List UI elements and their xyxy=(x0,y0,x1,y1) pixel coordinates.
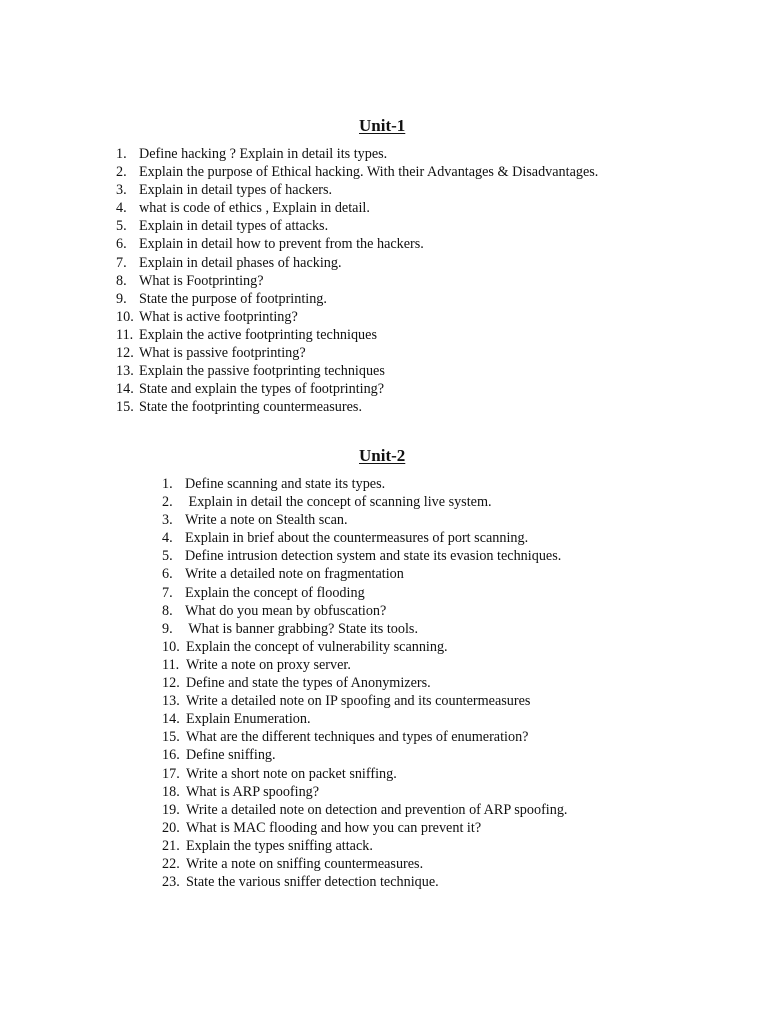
question-item xyxy=(116,362,598,380)
unit-2-question-list xyxy=(162,475,567,891)
question-text: State and explain the types of footprinting? xyxy=(139,381,385,398)
question-number: 12. xyxy=(162,675,180,692)
question-item xyxy=(162,873,567,891)
question-text: Write a note on Stealth scan. xyxy=(185,512,348,529)
question-text: Explain the passive footprinting techniques xyxy=(139,363,385,380)
question-number: 4. xyxy=(116,200,127,217)
question-number: 15. xyxy=(116,399,134,416)
question-text: Define scanning and state its types. xyxy=(185,476,386,492)
question-number: 18. xyxy=(162,783,180,800)
question-text: What is MAC flooding and how you can prevent it? xyxy=(186,819,482,836)
question-item xyxy=(162,493,567,511)
question-number: 2. xyxy=(116,164,127,181)
question-item xyxy=(116,181,598,199)
question-number: 14. xyxy=(116,381,134,398)
question-text: Write a detailed note on IP spoofing and its countermeasures xyxy=(186,693,531,710)
question-number: 17. xyxy=(162,765,180,782)
question-number: 13. xyxy=(162,693,180,710)
question-item xyxy=(162,801,567,819)
question-number: 4. xyxy=(162,530,173,547)
question-item xyxy=(116,254,598,272)
question-number: 5. xyxy=(162,548,173,565)
question-item xyxy=(162,837,567,855)
question-item xyxy=(162,710,567,728)
question-number: 7. xyxy=(116,254,127,271)
question-text: What is passive footprinting? xyxy=(139,345,306,362)
unit-1-question-list xyxy=(116,145,598,416)
question-text: What is banner grabbing? State its tools. xyxy=(185,620,418,637)
question-text: Explain in detail how to prevent from the hackers. xyxy=(139,236,424,253)
question-text: Write a detailed note on detection and prevention of ARP spoofing. xyxy=(186,801,568,818)
question-item xyxy=(162,638,567,656)
question-item xyxy=(116,290,598,308)
question-number: 9. xyxy=(116,290,127,307)
question-number: 16. xyxy=(162,747,180,764)
question-number: 11. xyxy=(116,326,134,343)
question-text: What is Footprinting? xyxy=(139,272,264,289)
question-item xyxy=(116,380,598,398)
question-item xyxy=(162,783,567,801)
question-item xyxy=(162,656,567,674)
question-item xyxy=(162,746,567,764)
question-text: State the footprinting countermeasures. xyxy=(139,399,362,416)
question-item xyxy=(116,163,598,181)
question-text: Define intrusion detection system and state its evasion techniques. xyxy=(185,548,562,565)
question-item xyxy=(162,547,567,565)
question-text: Explain the active footprinting techniques xyxy=(139,326,377,343)
question-text: What is active footprinting? xyxy=(139,308,298,325)
question-text: Write a note on sniffing countermeasures. xyxy=(186,855,424,872)
question-number: 5. xyxy=(116,218,127,235)
question-number: 19. xyxy=(162,801,180,818)
question-item xyxy=(162,620,567,638)
question-item xyxy=(162,602,567,620)
question-text: Define and state the types of Anonymizers. xyxy=(186,675,431,692)
question-text: State the purpose of footprinting. xyxy=(139,290,327,307)
question-item xyxy=(162,728,567,746)
question-item xyxy=(162,565,567,583)
question-number: 20. xyxy=(162,819,180,836)
question-number: 1. xyxy=(116,146,127,162)
question-item xyxy=(162,475,567,493)
question-item xyxy=(162,692,567,710)
question-text: Explain in detail the concept of scanning live system. xyxy=(185,494,492,511)
question-item xyxy=(162,855,567,873)
question-item xyxy=(116,308,598,326)
question-number: 12. xyxy=(116,345,134,362)
question-number: 23. xyxy=(162,874,180,891)
unit-2-heading: Unit-2 xyxy=(359,446,406,465)
question-text: Explain the concept of flooding xyxy=(185,584,365,601)
question-item xyxy=(162,529,567,547)
question-item xyxy=(116,326,598,344)
question-number: 10. xyxy=(162,638,180,655)
question-text: Explain in detail types of attacks. xyxy=(139,218,329,235)
question-text: Explain Enumeration. xyxy=(186,711,311,728)
question-text: Explain in detail phases of hacking. xyxy=(139,254,342,271)
question-number: 3. xyxy=(162,512,173,529)
question-number: 3. xyxy=(116,182,127,199)
question-text: what is code of ethics , Explain in detail. xyxy=(139,200,370,217)
question-number: 22. xyxy=(162,855,180,872)
question-item xyxy=(116,344,598,362)
question-item xyxy=(116,145,598,163)
question-text: What do you mean by obfuscation? xyxy=(185,602,387,619)
question-number: 9. xyxy=(162,620,173,637)
question-text: What is ARP spoofing? xyxy=(186,783,320,800)
question-text: Write a note on proxy server. xyxy=(186,656,351,673)
question-text: Explain in detail types of hackers. xyxy=(139,182,333,199)
question-number: 11. xyxy=(162,656,180,673)
question-text: Explain the purpose of Ethical hacking. With their Advantages & Disadvantages. xyxy=(139,164,599,181)
question-number: 21. xyxy=(162,837,180,854)
question-number: 10. xyxy=(116,308,134,325)
question-text: Define hacking ? Explain in detail its types. xyxy=(139,146,388,162)
question-item xyxy=(116,199,598,217)
question-number: 6. xyxy=(116,236,127,253)
question-number: 13. xyxy=(116,363,134,380)
question-text: Write a detailed note on fragmentation xyxy=(185,566,404,583)
question-number: 14. xyxy=(162,711,180,728)
question-text: Define sniffing. xyxy=(186,747,276,764)
question-number: 15. xyxy=(162,729,180,746)
question-text: What are the different techniques and types of enumeration? xyxy=(186,729,529,746)
question-item xyxy=(162,819,567,837)
question-item xyxy=(162,584,567,602)
question-text: Explain the types sniffing attack. xyxy=(186,837,373,854)
question-item xyxy=(116,398,598,416)
question-number: 8. xyxy=(162,602,173,619)
unit-1-heading: Unit-1 xyxy=(359,116,406,135)
question-number: 8. xyxy=(116,272,127,289)
question-text: Write a short note on packet sniffing. xyxy=(186,765,397,782)
question-number: 2. xyxy=(162,494,173,511)
question-item xyxy=(162,765,567,783)
question-number: 6. xyxy=(162,566,173,583)
question-item xyxy=(162,674,567,692)
question-number: 7. xyxy=(162,584,173,601)
question-text: Explain in brief about the countermeasures of port scanning. xyxy=(185,530,529,547)
question-text: Explain the concept of vulnerability scanning. xyxy=(186,638,448,655)
question-item xyxy=(162,511,567,529)
question-text: State the various sniffer detection technique. xyxy=(186,874,439,891)
question-item xyxy=(116,235,598,253)
question-item xyxy=(116,272,598,290)
question-item xyxy=(116,217,598,235)
question-number: 1. xyxy=(162,476,173,492)
